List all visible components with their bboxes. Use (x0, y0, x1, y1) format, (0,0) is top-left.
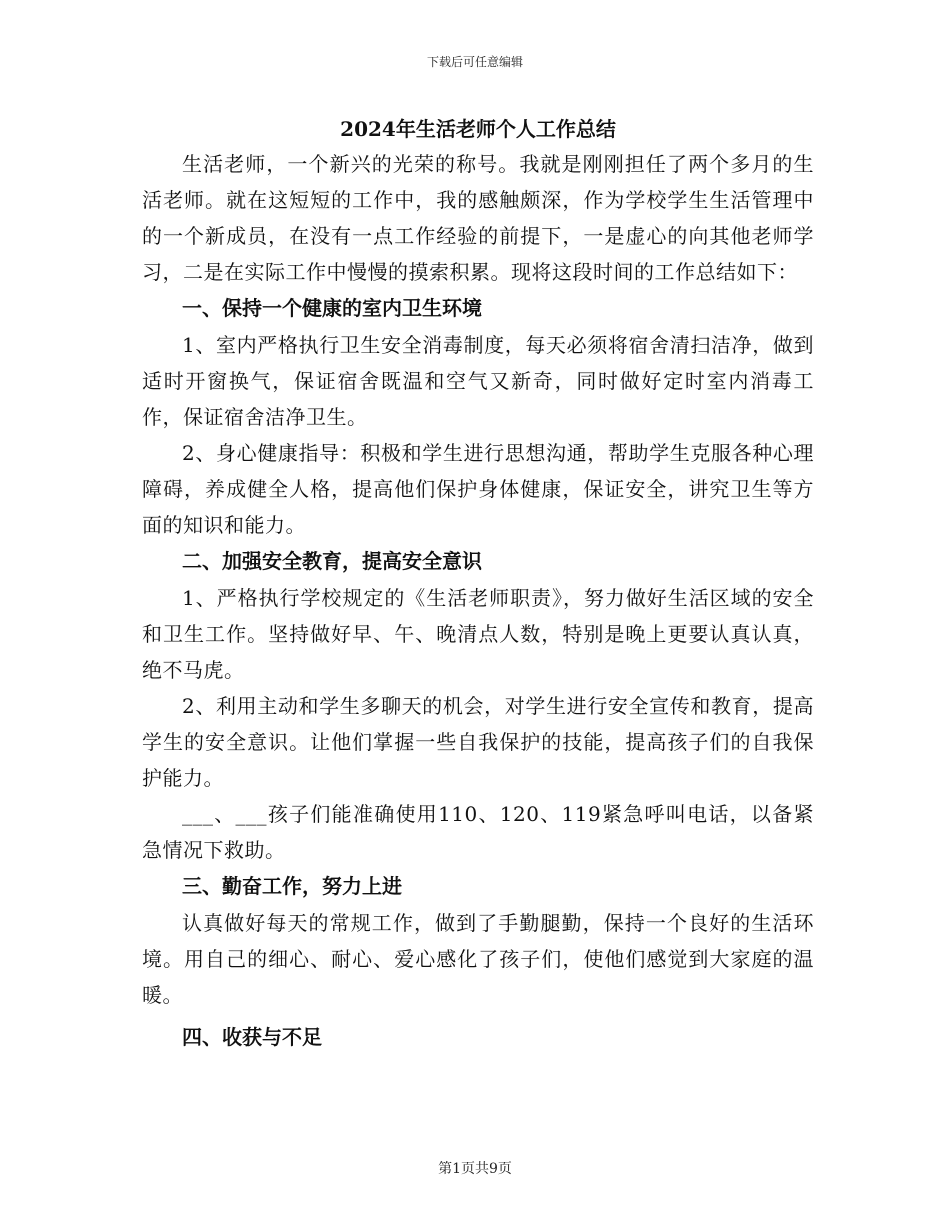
section-2-paragraph-2: 2、利用主动和学生多聊天的机会，对学生进行安全宣传和教育，提高学生的安全意识。让他们掌握一些自我保护的技能，提高孩子们的自我保护能力。 (142, 694, 814, 790)
intro-paragraph: 生活老师，一个新兴的光荣的称号。我就是刚刚担任了两个多月的生活老师。就在这短短的工作中，我的感触颇深，作为学校学生生活管理中的一个新成员，在没有一点工作经验的前提下，一是虚心的向其他老师学习，二是在实际工作中慢慢的摸索积累。现将这段时间的工作总结如下： (142, 152, 814, 284)
section-3-paragraph-1: 认真做好每天的常规工作，做到了手勤腿勤，保持一个良好的生活环境。用自己的细心、耐心、爱心感化了孩子们，使他们感觉到大家庭的温暖。 (142, 911, 814, 1007)
section-2-paragraph-1: 1、严格执行学校规定的《生活老师职责》，努力做好生活区域的安全和卫生工作。坚持做好早、午、晚清点人数，特别是晚上更要认真认真，绝不马虎。 (142, 586, 814, 682)
header-note: 下载后可任意编辑 (426, 55, 523, 69)
section-1-heading: 一、保持一个健康的室内卫生环境 (182, 296, 482, 320)
section-2-paragraph-3: ___、___孩子们能准确使用110、120、119紧急呼叫电话，以备紧急情况下救助。 (142, 802, 814, 862)
document-body (142, 112, 814, 1056)
section-3-heading: 三、勤奋工作，努力上进 (182, 874, 402, 898)
document-title: 2024年生活老师个人工作总结 (340, 117, 616, 141)
section-1-paragraph-1: 1、室内严格执行卫生安全消毒制度，每天必须将宿舍清扫洁净，做到适时开窗换气，保证宿舍既温和空气又新奇，同时做好定时室内消毒工作，保证宿舍洁净卫生。 (142, 333, 814, 429)
section-2-heading: 二、加强安全教育，提高安全意识 (182, 549, 482, 573)
section-4-heading: 四、收获与不足 (182, 1025, 322, 1049)
page-number: 第1页共9页 (438, 1161, 512, 1177)
section-1-paragraph-2: 2、身心健康指导：积极和学生进行思想沟通，帮助学生克服各种心理障碍，养成健全人格，提高他们保护身体健康，保证安全，讲究卫生等方面的知识和能力。 (142, 441, 814, 537)
